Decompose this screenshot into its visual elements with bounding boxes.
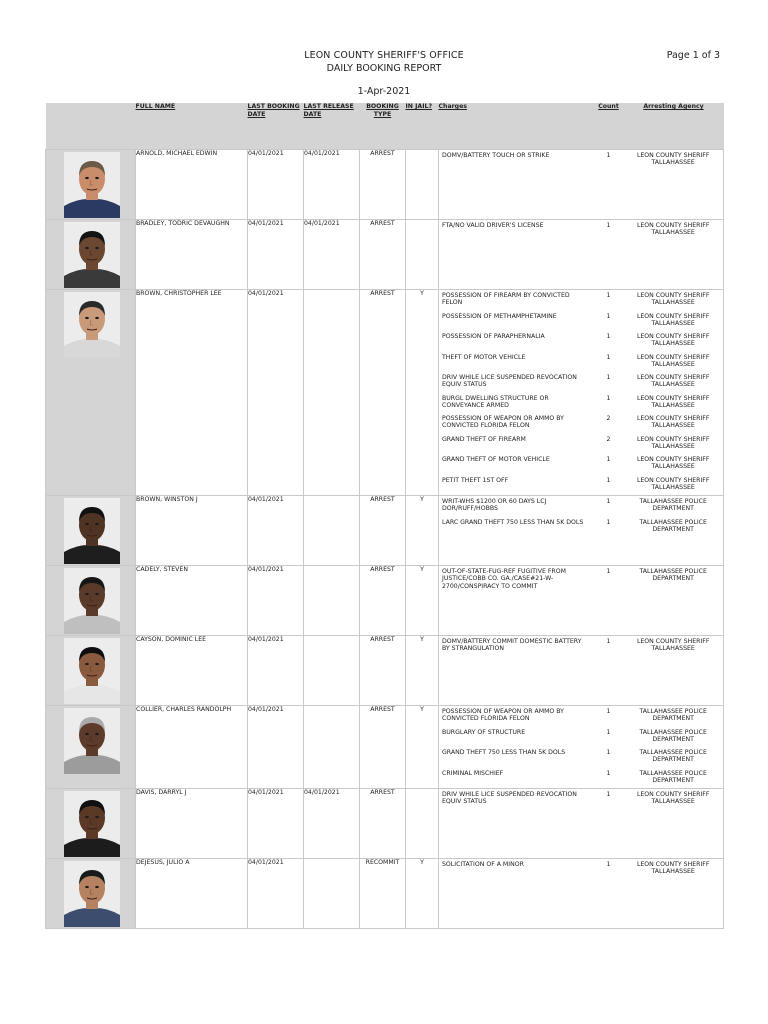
charge-item [439, 768, 723, 789]
arresting-agency: TALLAHASSEE POLICE DEPARTMENT [639, 769, 707, 784]
mugshot-image [64, 638, 120, 704]
booking-type: ARREST [360, 706, 406, 789]
table-row [46, 150, 724, 220]
charge-text: BURGL DWELLING STRUCTURE OR CONVEYANCE ARMED [442, 394, 549, 409]
full-name: BROWN, WINSTON J [136, 496, 248, 566]
arresting-agency: TALLAHASSEE POLICE DEPARTMENT [639, 708, 707, 723]
arresting-agency: LEON COUNTY SHERIFF TALLAHASSEE [636, 456, 710, 471]
last-booking-date: 04/01/2021 [248, 496, 304, 566]
header-arresting-agency: Arresting Agency [624, 103, 724, 150]
charge-count: 1 [606, 728, 611, 736]
in-jail: Y [406, 566, 439, 636]
charges-cell [439, 859, 724, 929]
charge-text: OUT-OF-STATE-FUG-REF FUGITIVE FROM JUSTICE/COBB CO. GA./CASE#21-W-2700/CONSPIRACY TO COMMIT [442, 568, 566, 590]
in-jail: Y [406, 496, 439, 566]
report-date: 1-Apr-2021 [357, 86, 411, 97]
mugshot-image [64, 708, 120, 774]
charge-text: DRIV WHILE LICE SUSPENDED REVOCATION EQUIV STATUS [442, 374, 577, 389]
last-booking-date: 04/01/2021 [248, 566, 304, 636]
charge-item [439, 150, 723, 171]
charge-item [439, 727, 723, 748]
charge-text: DRIV WHILE LICE SUSPENDED REVOCATION EQUIV STATUS [442, 791, 577, 806]
full-name: BRADLEY, TODRIC DEVAUGHN [136, 220, 248, 290]
header-full-name: FULL NAME [136, 103, 248, 150]
charges-cell [439, 290, 724, 496]
charge-count: 1 [606, 456, 611, 463]
mugshot-image [64, 791, 120, 857]
arresting-agency: LEON COUNTY SHERIFF TALLAHASSEE [636, 638, 710, 653]
last-booking-date: 04/01/2021 [248, 220, 304, 290]
charge-item [439, 331, 723, 352]
booking-type: ARREST [360, 636, 406, 706]
charge-text: POSSESSION OF PARAPHERNALIA [442, 333, 545, 340]
charge-count: 1 [606, 791, 611, 798]
last-release-date [304, 859, 360, 929]
charge-count: 1 [606, 861, 611, 868]
arresting-agency: LEON COUNTY SHERIFF TALLAHASSEE [636, 791, 710, 806]
charge-item [439, 517, 723, 538]
last-booking-date: 04/01/2021 [248, 150, 304, 220]
charge-count: 1 [606, 312, 611, 320]
last-release-date [304, 290, 360, 496]
charge-text: GRAND THEFT 750 LESS THAN 5K DOLS [442, 749, 566, 756]
charge-item [439, 434, 723, 455]
charge-count: 1 [606, 769, 611, 777]
table-row [46, 496, 724, 566]
photo-cell [46, 496, 136, 566]
arresting-agency: LEON COUNTY SHERIFF TALLAHASSEE [636, 415, 710, 430]
last-release-date [304, 636, 360, 706]
in-jail: Y [406, 636, 439, 706]
arresting-agency: LEON COUNTY SHERIFF TALLAHASSEE [636, 152, 710, 167]
in-jail: Y [406, 859, 439, 929]
charge-item [439, 475, 723, 496]
photo-cell [46, 150, 136, 220]
charge-count: 2 [606, 415, 611, 422]
header-count: Count [594, 103, 624, 150]
mugshot-image [64, 861, 120, 927]
in-jail [406, 150, 439, 220]
booking-type: ARREST [360, 150, 406, 220]
charge-text: POSSESSION OF METHAMPHETAMINE [442, 312, 557, 320]
full-name: BROWN, CHRISTOPHER LEE [136, 290, 248, 496]
charges-cell [439, 789, 724, 859]
photo-cell [46, 220, 136, 290]
charge-count: 1 [606, 292, 611, 299]
charge-text: FTA/NO VALID DRIVER'S LICENSE [442, 222, 544, 229]
charge-item [439, 859, 723, 880]
charge-item [439, 290, 723, 311]
charge-count: 1 [606, 476, 611, 484]
table-header [46, 103, 724, 150]
table-row [46, 220, 724, 290]
charge-item [439, 413, 723, 434]
photo-cell [46, 636, 136, 706]
charge-count: 1 [606, 638, 611, 645]
charge-item [439, 372, 723, 393]
photo-cell [46, 789, 136, 859]
last-booking-date: 04/01/2021 [248, 290, 304, 496]
charge-text: DOMV/BATTERY COMMIT DOMESTIC BATTERY BY STRANGULATION [442, 638, 582, 653]
table-row [46, 789, 724, 859]
last-release-date [304, 496, 360, 566]
mugshot-image [64, 222, 120, 288]
charge-count: 2 [606, 435, 611, 443]
charge-text: POSSESSION OF WEAPON OR AMMO BY CONVICTED FLORIDA FELON [442, 415, 564, 430]
arresting-agency: TALLAHASSEE POLICE DEPARTMENT [639, 518, 707, 533]
page-number: Page 1 of 3 [666, 50, 720, 61]
office-title: LEON COUNTY SHERIFF'S OFFICE [304, 50, 464, 61]
table-row [46, 859, 724, 929]
report-title: DAILY BOOKING REPORT [326, 63, 442, 74]
charge-item [439, 566, 723, 590]
charge-text: THEFT OF MOTOR VEHICLE [442, 353, 526, 361]
table-row [46, 706, 724, 789]
arresting-agency: TALLAHASSEE POLICE DEPARTMENT [639, 498, 707, 513]
charges-cell [439, 566, 724, 636]
in-jail: Y [406, 290, 439, 496]
charge-count: 1 [606, 708, 611, 715]
full-name: CADELY, STEVEN [136, 566, 248, 636]
charge-text: GRAND THEFT OF MOTOR VEHICLE [442, 456, 550, 463]
full-name: COLLIER, CHARLES RANDOLPH [136, 706, 248, 789]
photo-cell [46, 566, 136, 636]
last-booking-date: 04/01/2021 [248, 636, 304, 706]
charge-text: SOLICITATION OF A MINOR [442, 861, 524, 868]
mugshot-image [64, 152, 120, 218]
arresting-agency: LEON COUNTY SHERIFF TALLAHASSEE [636, 435, 710, 450]
in-jail [406, 789, 439, 859]
header-in-jail: IN JAIL? [406, 103, 439, 150]
charge-text: POSSESSION OF FIREARM BY CONVICTED FELON [442, 292, 570, 307]
full-name: DAVIS, DARRYL J [136, 789, 248, 859]
charges-cell [439, 636, 724, 706]
photo-header [46, 103, 136, 150]
header-booking-type: BOOKING TYPE [360, 103, 406, 150]
charges-cell [439, 150, 724, 220]
booking-table [45, 103, 724, 929]
booking-type: ARREST [360, 566, 406, 636]
charge-count: 1 [606, 152, 611, 159]
charge-item [439, 706, 723, 727]
charge-item [439, 454, 723, 475]
full-name: CAYSON, DOMINIC LEE [136, 636, 248, 706]
charge-item [439, 636, 723, 657]
mugshot-image [64, 498, 120, 564]
charge-item [439, 496, 723, 517]
mugshot-image [64, 292, 120, 358]
header-charges: Charges [439, 103, 594, 150]
last-release-date: 04/01/2021 [304, 150, 360, 220]
last-release-date: 04/01/2021 [304, 220, 360, 290]
charge-item [439, 311, 723, 332]
charge-text: BURGLARY OF STRUCTURE [442, 728, 526, 736]
charge-count: 1 [606, 333, 611, 340]
charge-item [439, 352, 723, 373]
charge-count: 1 [606, 353, 611, 361]
charge-item [439, 789, 723, 810]
arresting-agency: TALLAHASSEE POLICE DEPARTMENT [639, 749, 707, 764]
full-name: ARNOLD, MICHAEL EDWIN [136, 150, 248, 220]
photo-cell [46, 706, 136, 789]
arresting-agency: LEON COUNTY SHERIFF TALLAHASSEE [636, 353, 710, 368]
header-last-booking-date: LAST BOOKING DATE [248, 103, 304, 150]
booking-type: ARREST [360, 496, 406, 566]
last-booking-date: 04/01/2021 [248, 789, 304, 859]
in-jail [406, 220, 439, 290]
charge-count: 1 [606, 518, 611, 526]
charge-item [439, 747, 723, 768]
charge-text: GRAND THEFT OF FIREARM [442, 435, 526, 443]
charge-count: 1 [606, 374, 611, 381]
charge-text: DOMV/BATTERY TOUCH OR STRIKE [442, 152, 550, 159]
photo-cell [46, 290, 136, 496]
arresting-agency: LEON COUNTY SHERIFF TALLAHASSEE [636, 292, 710, 307]
charge-text: CRIMINAL MISCHIEF [442, 769, 504, 777]
booking-type: RECOMMIT [360, 859, 406, 929]
charge-text: POSSESSION OF WEAPON OR AMMO BY CONVICTED FLORIDA FELON [442, 708, 564, 723]
in-jail: Y [406, 706, 439, 789]
last-release-date [304, 706, 360, 789]
charge-text: PETIT THEFT 1ST OFF [442, 476, 509, 484]
arresting-agency: TALLAHASSEE POLICE DEPARTMENT [639, 568, 707, 583]
charge-count: 1 [606, 222, 611, 229]
charge-item [439, 393, 723, 414]
charges-cell [439, 220, 724, 290]
charges-cell [439, 496, 724, 566]
arresting-agency: LEON COUNTY SHERIFF TALLAHASSEE [636, 374, 710, 389]
charge-text: LARC GRAND THEFT 750 LESS THAN 5K DOLS [442, 518, 584, 526]
last-booking-date: 04/01/2021 [248, 706, 304, 789]
booking-type: ARREST [360, 220, 406, 290]
arresting-agency: TALLAHASSEE POLICE DEPARTMENT [639, 728, 707, 743]
booking-type: ARREST [360, 290, 406, 496]
arresting-agency: LEON COUNTY SHERIFF TALLAHASSEE [636, 312, 710, 327]
charge-count: 1 [606, 749, 611, 756]
arresting-agency: LEON COUNTY SHERIFF TALLAHASSEE [636, 476, 710, 491]
table-row [46, 290, 724, 496]
header-last-release-date: LAST RELEASE DATE [304, 103, 360, 150]
charges-cell [439, 706, 724, 789]
arresting-agency: LEON COUNTY SHERIFF TALLAHASSEE [636, 861, 710, 876]
charge-count: 1 [606, 568, 611, 575]
last-booking-date: 04/01/2021 [248, 859, 304, 929]
booking-type: ARREST [360, 789, 406, 859]
arresting-agency: LEON COUNTY SHERIFF TALLAHASSEE [636, 333, 710, 348]
last-release-date: 04/01/2021 [304, 789, 360, 859]
table-row [46, 566, 724, 636]
charge-text: WRIT-WHS $1200 OR 60 DAYS LCJ DOR/RUFF/HOBBS [442, 498, 547, 513]
charge-count: 1 [606, 394, 611, 402]
arresting-agency: LEON COUNTY SHERIFF TALLAHASSEE [636, 394, 710, 409]
mugshot-image [64, 568, 120, 634]
table-row [46, 636, 724, 706]
charge-item [439, 220, 723, 241]
charge-count: 1 [606, 498, 611, 505]
last-release-date [304, 566, 360, 636]
arresting-agency: LEON COUNTY SHERIFF TALLAHASSEE [636, 222, 710, 237]
full-name: DEJESUS, JULIO A [136, 859, 248, 929]
photo-cell [46, 859, 136, 929]
